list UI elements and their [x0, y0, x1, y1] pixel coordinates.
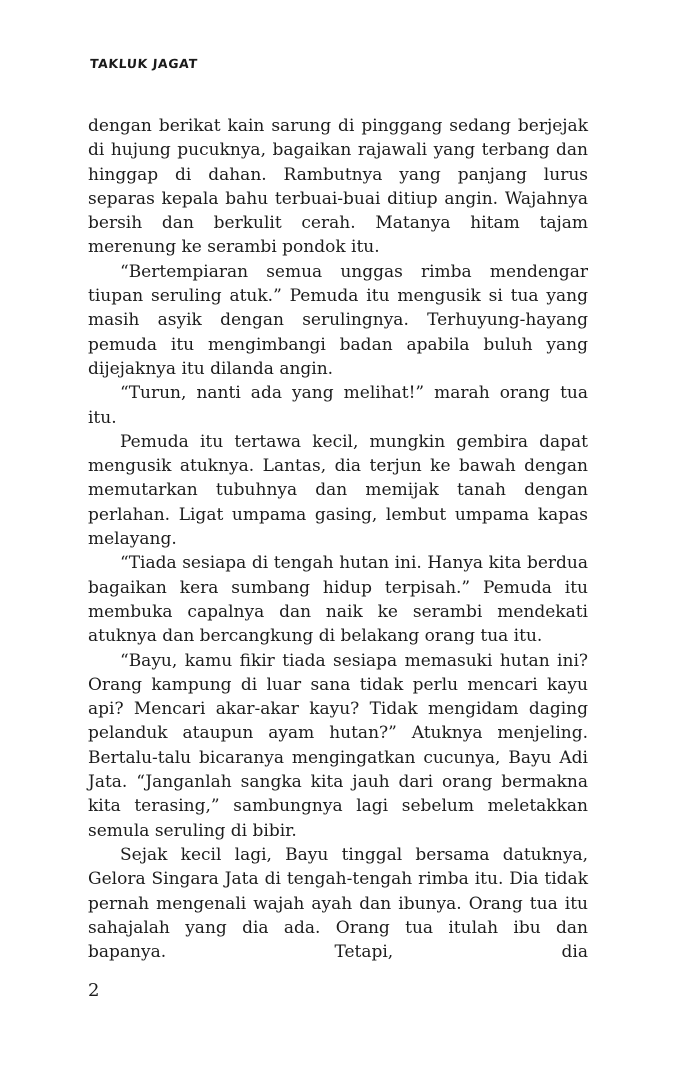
- body-text: [88, 114, 588, 964]
- paragraph: “Tiada sesiapa di tengah hutan ini. Hanya kita berdua bagaikan kera sumbang hidup terpisah.” Pemuda itu membuka capalnya dan naik ke serambi mendekati atuknya dan bercangkung di belakang orang tua itu.: [88, 553, 588, 647]
- paragraph: “Turun, nanti ada yang melihat!” marah orang tua itu.: [88, 383, 588, 428]
- paragraph: “Bayu, kamu fikir tiada sesiapa memasuki hutan ini? Orang kampung di luar sana tidak perlu mencari kayu api? Mencari akar-akar kayu? Tidak mengidam daging pelanduk ataupun ayam hutan?” Atuknya menjeling. Bertalu-talu bicaranya mengingatkan cucunya, Bayu Adi Jata. “Janganlah sangka kita jauh dari orang bermakna kita terasing,” sambungnya lagi sebelum meletakkan semula seruling di bibir.: [88, 650, 588, 841]
- page-number: 2: [88, 980, 100, 1001]
- running-head: TAKLUK JAGAT: [89, 56, 199, 71]
- paragraph: Sejak kecil lagi, Bayu tinggal bersama datuknya, Gelora Singara Jata di tengah-tengah rimba itu. Dia tidak pernah mengenali wajah ayah dan ibunya. Orang tua itu sahajalah yang dia ada. Orang tua itulah ibu dan bapanya. Tetapi, dia: [88, 844, 588, 963]
- paragraph: “Bertempiaran semua unggas rimba mendengar tiupan seruling atuk.” Pemuda itu mengusik si tua yang masih asyik dengan serulingnya. Terhuyung-hayang pemuda itu mengimbangi badan apabila buluh yang dijejaknya itu dilanda angin.: [88, 261, 588, 379]
- paragraph: dengan berikat kain sarung di pinggang sedang berjejak di hujung pucuknya, bagaikan rajawali yang terbang dan hinggap di dahan. Rambutnya yang panjang lurus separas kepala bahu terbuai-buai ditiup angin. Wajahnya bersih dan berkulit cerah. Matanya hitam tajam merenung ke serambi pondok itu.: [88, 116, 588, 258]
- paragraph: Pemuda itu tertawa kecil, mungkin gembira dapat mengusik atuknya. Lantas, dia terjun ke bawah dengan memutarkan tubuhnya dan memijak tanah dengan perlahan. Ligat umpama gasing, lembut umpama kapas melayang.: [88, 431, 588, 550]
